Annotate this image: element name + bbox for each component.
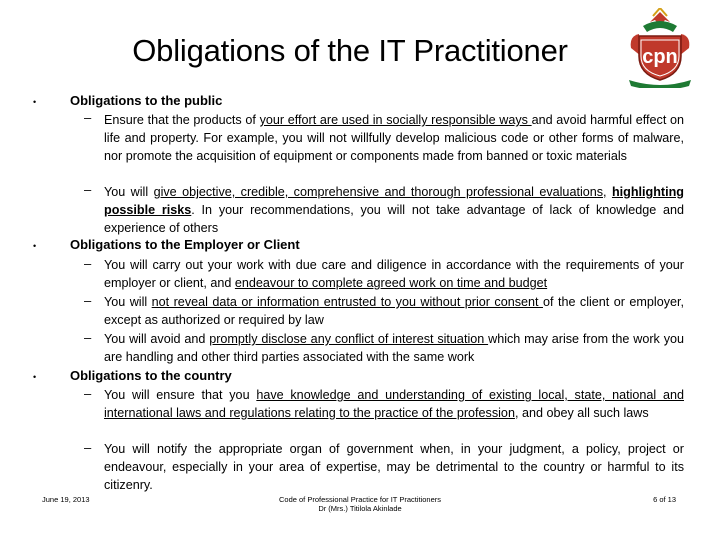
section-heading-public: Obligations to the public xyxy=(70,93,223,108)
list-item-country-2 xyxy=(104,440,684,494)
dash-icon: – xyxy=(84,256,92,271)
dash-icon: – xyxy=(84,440,92,455)
bullet-icon: • xyxy=(33,372,37,382)
list-item-employer-1 xyxy=(104,256,684,292)
text-fragment: You will xyxy=(104,185,154,199)
footer-author: Dr (Mrs.) Titilola Akinlade xyxy=(318,504,402,513)
text-fragment: , and obey all such laws xyxy=(514,406,649,420)
text-fragment: which may arise from the work you are handling and other third parties associated with the same work xyxy=(104,332,684,364)
dash-icon: – xyxy=(84,293,92,308)
list-item-public-1 xyxy=(104,111,684,165)
text-fragment: . In your recommendations, you will not take advantage of lack of knowledge and experience of others xyxy=(104,203,685,235)
footer-page-number: 6 of 13 xyxy=(653,495,676,504)
text-fragment: You will notify the appropriate organ of government when, in your judgment, a policy, project or endeavour, especially in your area of expertise, may be detrimental to the country or harmful to its citizenry. xyxy=(104,442,684,492)
underlined-text: give objective, credible, comprehensive and thorough professional evaluations, xyxy=(153,185,607,199)
text-fragment: of the client or employer, except as authorized or required by law xyxy=(104,295,685,327)
dash-icon: – xyxy=(84,330,92,345)
dash-icon: – xyxy=(84,386,92,401)
footer-center xyxy=(230,495,490,513)
list-item-employer-2 xyxy=(104,293,684,329)
bold-underlined-text: highlighting possible risks xyxy=(104,185,684,217)
underlined-text: your effort are used in socially responsible ways xyxy=(259,113,532,127)
logo-text: cpn xyxy=(642,46,678,68)
underlined-text: endeavour to complete agreed work on time and budget xyxy=(234,276,548,290)
list-item-employer-3 xyxy=(104,330,684,366)
text-fragment: You will avoid and xyxy=(104,332,210,346)
text-fragment: Ensure that the products of xyxy=(104,113,260,127)
text-fragment: You will xyxy=(104,295,152,309)
text-fragment: You will carry out your work with due care and diligence in accordance with the requirements of your employer or client, and xyxy=(104,258,684,290)
underlined-text: not reveal data or information entrusted to you without prior consent xyxy=(151,295,543,309)
slide-title: Obligations of the IT Practitioner xyxy=(132,33,568,68)
cpn-logo-icon xyxy=(625,8,695,88)
bullet-icon: • xyxy=(33,241,37,251)
section-heading-country: Obligations to the country xyxy=(70,368,232,383)
footer-date: June 19, 2013 xyxy=(42,495,90,504)
section-heading-employer: Obligations to the Employer or Client xyxy=(70,237,300,252)
list-item-country-1 xyxy=(104,386,684,422)
underlined-text: have knowledge and understanding of existing local, state, national and international laws and regulations relating to the practice of the profession xyxy=(104,388,684,420)
underlined-text: promptly disclose any conflict of interest situation xyxy=(209,332,489,346)
text-fragment: and avoid harmful effect on life and property. For example, you will not willfully develop malicious code or other forms of malware, nor promote the acquisition of equipment or components made from banned or toxic materials xyxy=(104,113,684,163)
text-fragment: You will ensure that you xyxy=(104,388,257,402)
footer-course-title: Code of Professional Practice for IT Practitioners xyxy=(278,495,441,504)
bullet-icon: • xyxy=(33,97,37,107)
list-item-public-2 xyxy=(104,183,684,237)
dash-icon: – xyxy=(84,110,92,125)
dash-icon: – xyxy=(84,182,92,197)
